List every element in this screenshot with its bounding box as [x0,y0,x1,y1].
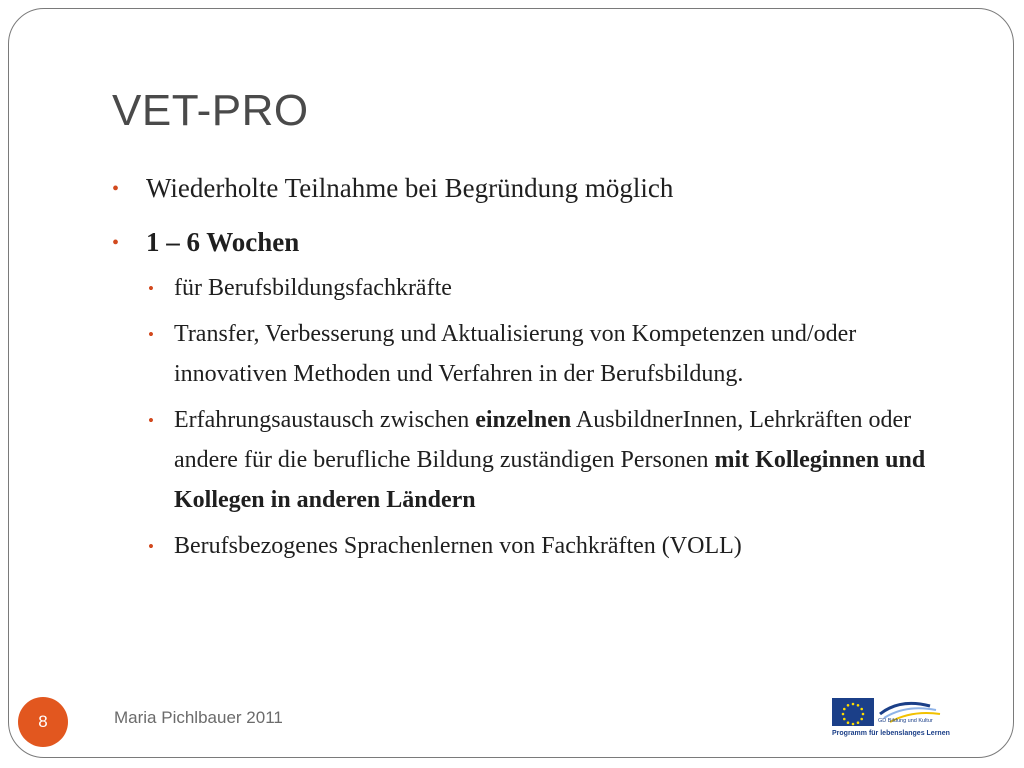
bullet-text: 1 – 6 Wochen [146,227,300,257]
sub-bullet-bold: mit Kolleginnen und Kollegen in anderen Ländern [174,447,926,513]
bullet-item [112,222,972,262]
page-number: 8 [38,712,48,731]
sub-bullet-item [142,314,964,394]
logo-programme: Programm für lebenslanges Lernen [832,730,950,737]
sub-bullet-bold: einzelnen [475,407,572,433]
bullet-text: Wiederholte Teilnahme bei Begründung möglich [146,173,674,203]
bullet-icon: • [148,537,154,556]
bullet-icon: • [148,325,154,344]
eu-programme-logo [830,696,960,744]
sub-bullet-text: Berufsbezogenes Sprachenlernen von Fachkräften (VOLL) [174,533,742,559]
sub-bullet-item [142,526,964,566]
sub-bullet-text-part: Erfahrungsaustausch zwischen [174,407,476,433]
sub-bullet-item [142,400,964,520]
slide-body [112,168,972,572]
eu-flag-icon [832,698,874,726]
page-number-badge [18,697,68,747]
sub-bullet-text: Transfer, Verbesserung und Aktualisierung von Kompetenzen und/oder innovativen Methoden und Verfahren in der Berufsbildung. [174,321,857,387]
bullet-icon: • [148,411,154,430]
bullet-icon: • [148,279,154,298]
bullet-item [112,168,972,208]
footer-author: Maria Pichlbauer 2011 [114,708,283,727]
logo-subtitle: GD Bildung und Kultur [878,718,933,724]
bullet-icon: • [112,232,120,254]
sub-bullet-text: für Berufsbildungsfachkräfte [174,275,452,301]
sub-bullet-item [142,268,964,308]
slide-title: VET-PRO [112,86,309,135]
sub-bullet-text-part: AusbildnerInnen, Lehrkräften oder andere für die berufliche Bildung zuständigen Personen [174,407,912,473]
bullet-icon: • [112,178,120,200]
